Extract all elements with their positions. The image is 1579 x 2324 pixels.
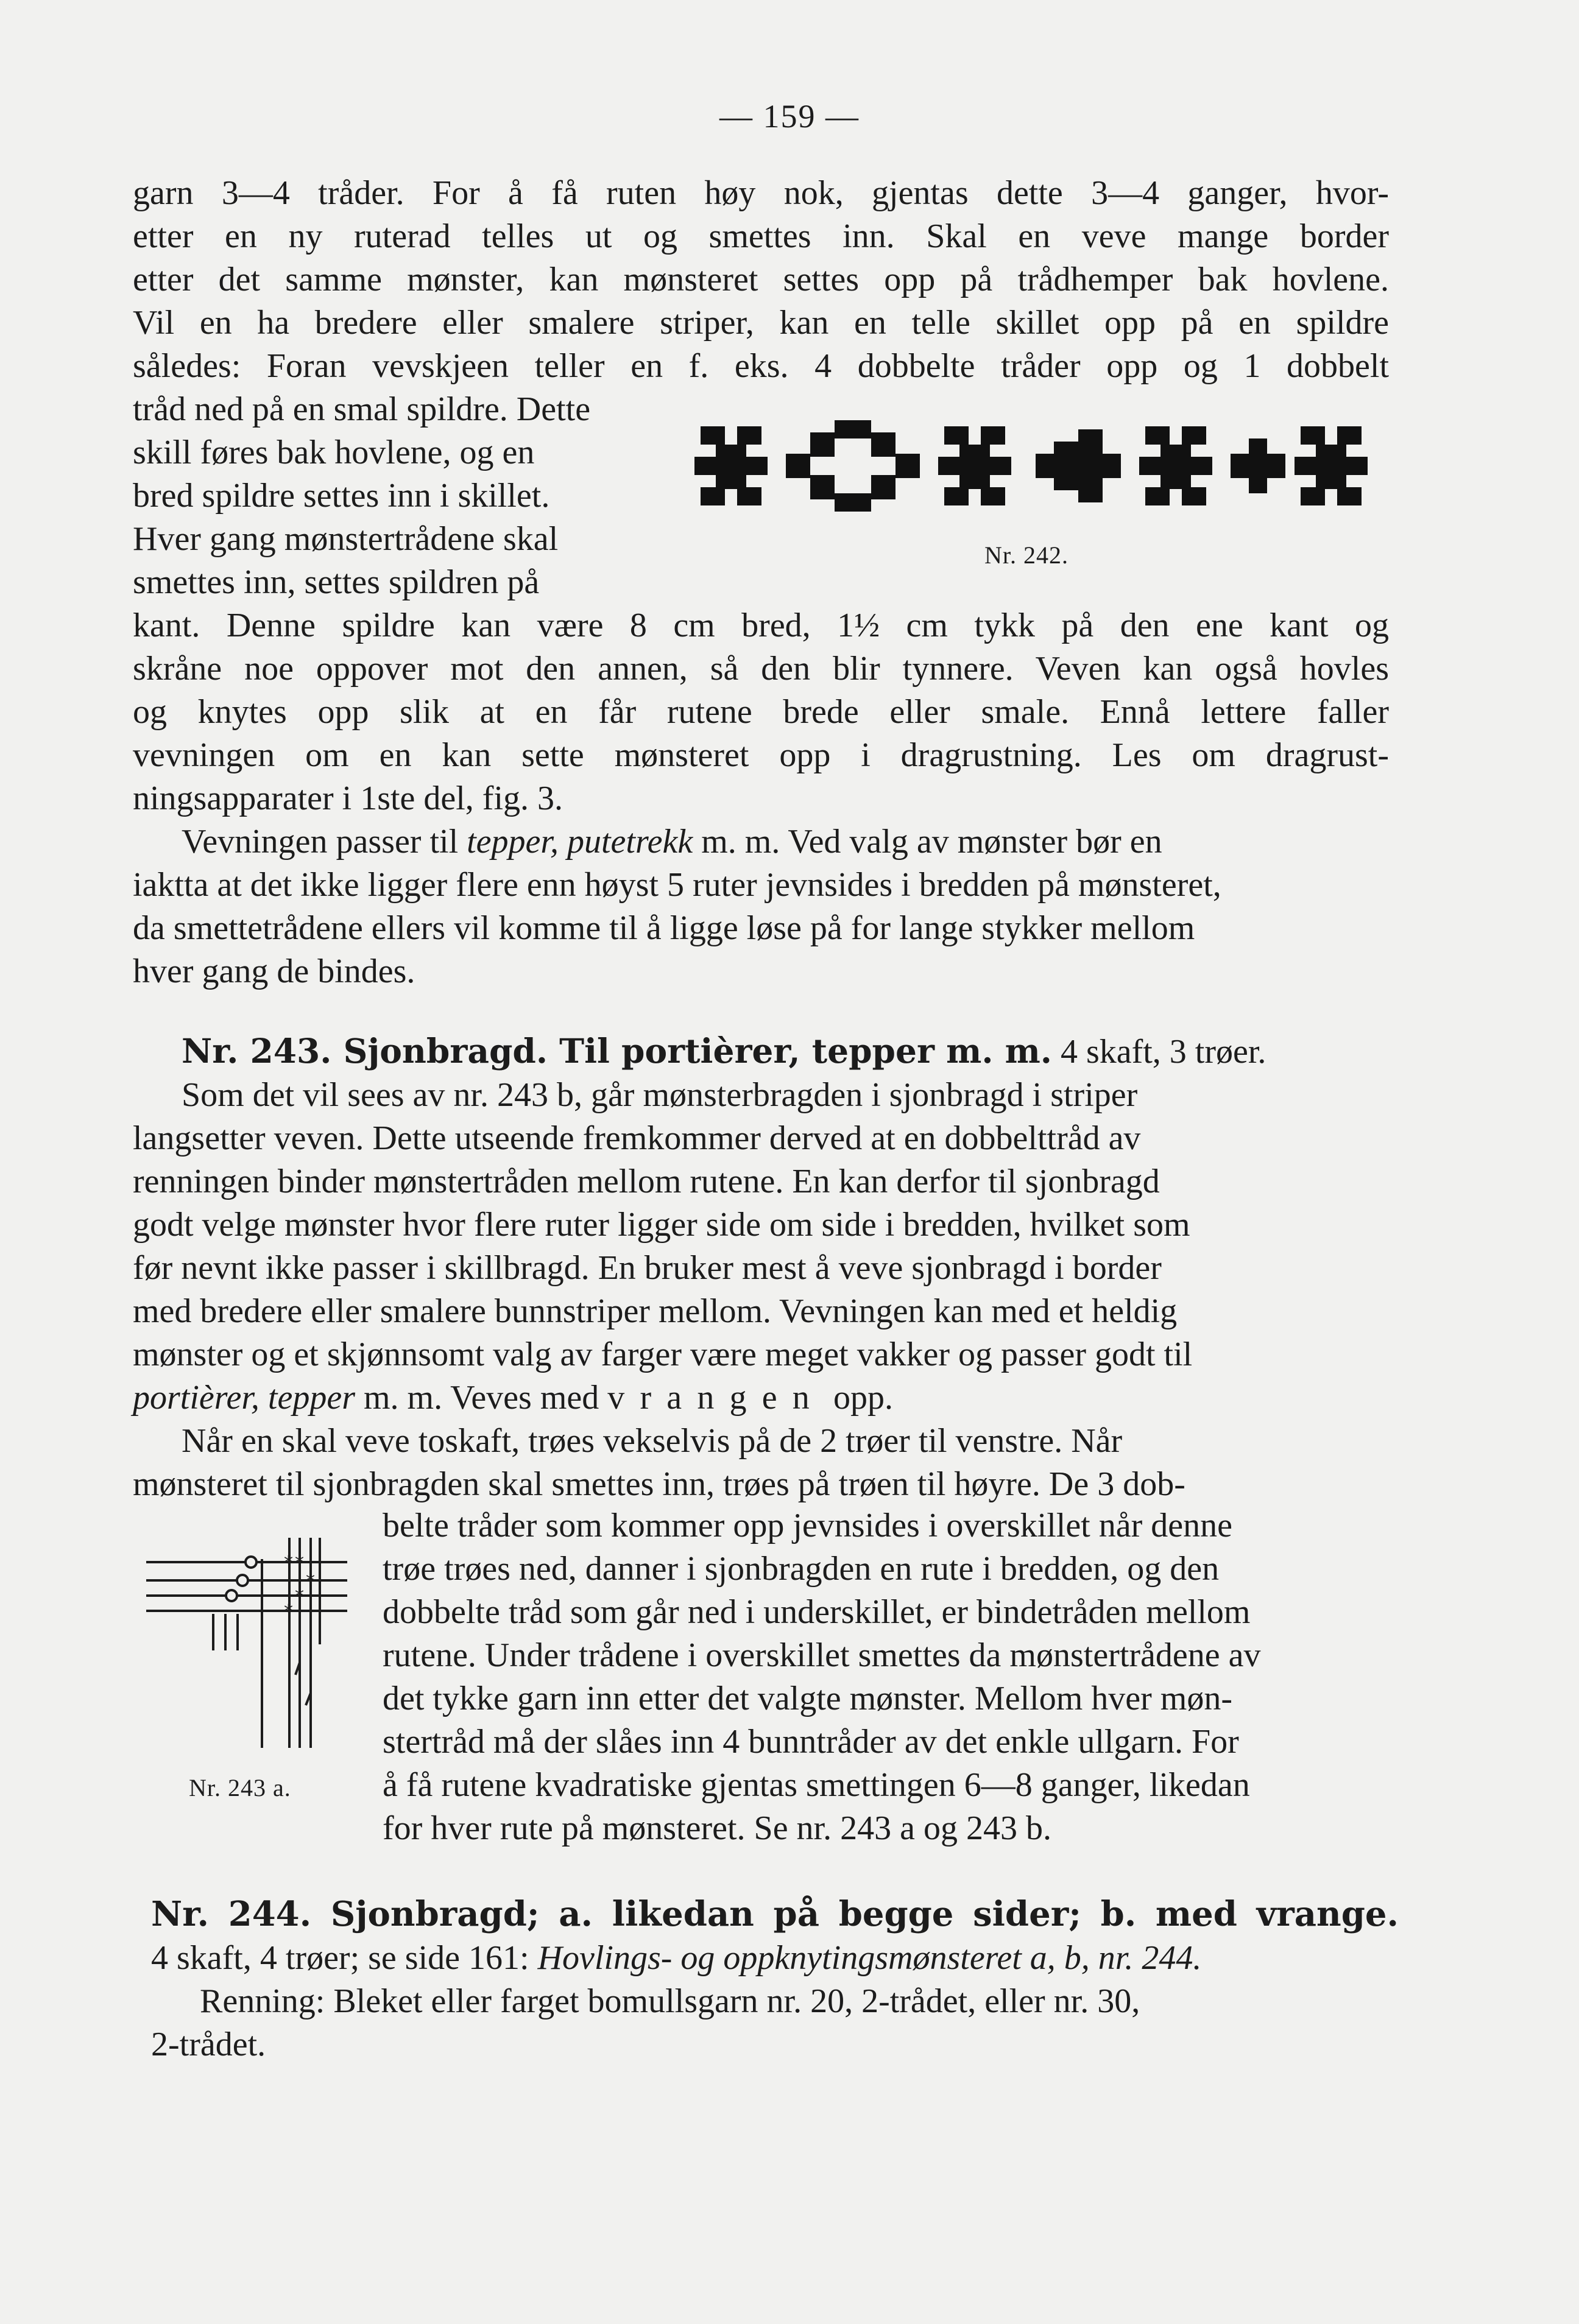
text-line: med bredere eller smalere bunnstriper mellom. Vevningen kan med et heldig bbox=[133, 1292, 1178, 1330]
text-line: ningsapparater i 1ste del, fig. 3. bbox=[133, 780, 563, 817]
figure-242-caption: Nr. 242. bbox=[984, 541, 1069, 569]
svg-text:*: * bbox=[295, 1586, 304, 1607]
section-244-body bbox=[151, 1937, 1399, 2066]
text-line: da smettetrådene ellers vil komme til å ligge løse på for lange stykker mellom bbox=[133, 909, 1195, 947]
paragraph-2 bbox=[133, 820, 1389, 993]
text-line: Som det vil sees av nr. 243 b, går mønsterbragden i sjonbragd i striper bbox=[182, 1076, 1138, 1114]
text-line: dobbelte tråd som går ned i underskillet, er bindetråden mellom bbox=[383, 1593, 1251, 1631]
text-line: langsetter veven. Dette utseende fremkommer derved at en dobbelttråd av bbox=[133, 1119, 1141, 1157]
text-line: belte tråder som kommer opp jevnsides i overskillet når denne bbox=[383, 1507, 1232, 1544]
svg-text:*: * bbox=[295, 1552, 304, 1574]
text-line: Renning: Bleket eller farget bomullsgarn nr. 20, 2-trådet, eller nr. 30, bbox=[200, 1982, 1140, 2020]
text-line: etter det samme mønster, kan mønsteret settes opp på trådhemper bak hovlene. bbox=[133, 261, 1389, 298]
text-line: trøe trøes ned, danner i sjonbragden en rute i bredden, og den bbox=[383, 1550, 1220, 1588]
section-243-right-column bbox=[383, 1504, 1389, 1850]
text-line: 4 skaft, 4 trøer; se side 161: Hovlings- og oppknytingsmønsteret a, b, nr. 244. bbox=[151, 1939, 1202, 1977]
section-244 bbox=[151, 1893, 1399, 1936]
text-line: før nevnt ikke passer i skillbragd. En bruker mest å veve sjonbragd i border bbox=[133, 1249, 1162, 1287]
text-line: hver gang de bindes. bbox=[133, 952, 415, 990]
text-line: således: Foran vevskjeen teller en f. eks. 4 dobbelte tråder opp og 1 dobbelt bbox=[133, 347, 1389, 385]
section-243 bbox=[133, 1029, 1389, 1506]
section-heading-243: Nr. 243. Sjonbragd. Til portièrer, tepper m. m. 4 skaft, 3 trøer. bbox=[182, 1031, 1266, 1071]
text-line: etter en ny ruterad telles ut og smettes inn. Skal en veve mange border bbox=[133, 217, 1389, 255]
text-line: portièrer, tepper m. m. Veves med vrangen opp. bbox=[133, 1379, 894, 1417]
section-heading-244: Nr. 244. Sjonbragd; a. likedan på begge sider; b. med vrange. bbox=[151, 1894, 1399, 1934]
svg-text:*: * bbox=[284, 1552, 293, 1574]
figure-242-pattern bbox=[694, 420, 1371, 512]
svg-text:*: * bbox=[306, 1571, 315, 1592]
text-line: Hver gang mønstertrådene skal bbox=[133, 520, 559, 558]
paragraph-1-cont bbox=[133, 604, 1389, 820]
text-line: stertråd må der slåes inn 4 bunntråder av det enkle ullgarn. For bbox=[383, 1723, 1239, 1761]
page-number: — 159 — bbox=[719, 98, 860, 135]
paragraph-1 bbox=[133, 172, 1389, 388]
text-line: Når en skal veve toskaft, trøes vekselvis på de 2 trøer til venstre. Når bbox=[182, 1422, 1123, 1460]
text-line: godt velge mønster hvor flere ruter ligger side om side i bredden, hvilket som bbox=[133, 1206, 1190, 1244]
text-line: kant. Denne spildre kan være 8 cm bred, 1½ cm tykk på den ene kant og bbox=[133, 607, 1389, 644]
text-line: renningen binder mønstertråden mellom rutene. En kan derfor til sjonbragd bbox=[133, 1163, 1160, 1200]
paragraph-1-narrow bbox=[133, 388, 657, 604]
figure-243a-caption: Nr. 243 a. bbox=[189, 1774, 291, 1801]
text-line: bred spildre settes inn i skillet. bbox=[133, 477, 550, 515]
text-line: skråne noe oppover mot den annen, så den blir tynnere. Veven kan også hovles bbox=[133, 650, 1389, 688]
text-line: Vil en ha bredere eller smalere striper, kan en telle skillet opp på en spildre bbox=[133, 304, 1389, 342]
text-line: iaktta at det ikke ligger flere enn høyst 5 ruter jevnsides i bredden på mønsteret, bbox=[133, 866, 1221, 904]
text-line: og knytes opp slik at en får rutene brede eller smale. Ennå lettere faller bbox=[133, 693, 1389, 731]
svg-text:*: * bbox=[284, 1601, 293, 1622]
text-line: det tykke garn inn etter det valgte mønster. Mellom hver møn- bbox=[383, 1680, 1232, 1717]
text-line: for hver rute på mønsteret. Se nr. 243 a og 243 b. bbox=[383, 1809, 1051, 1847]
text-line: vevningen om en kan sette mønsteret opp i dragrustning. Les om dragrust- bbox=[133, 736, 1389, 774]
text-line: skill føres bak hovlene, og en bbox=[133, 434, 535, 471]
text-line: smettes inn, settes spildren på bbox=[133, 563, 540, 601]
text-line: 2-trådet. bbox=[151, 2026, 266, 2063]
text-line: mønster og et skjønnsomt valg av farger være meget vakker og passer godt til bbox=[133, 1336, 1193, 1373]
text-line: garn 3—4 tråder. For å få ruten høy nok, gjentas dette 3—4 ganger, hvor- bbox=[133, 174, 1389, 212]
text-line: å få rutene kvadratiske gjentas smettingen 6—8 ganger, likedan bbox=[383, 1766, 1250, 1804]
text-line: tråd ned på en smal spildre. Dette bbox=[133, 390, 591, 428]
text-line: rutene. Under trådene i overskillet smettes da mønstertrådene av bbox=[383, 1636, 1261, 1674]
text-line: mønsteret til sjonbragden skal smettes inn, trøes på trøen til høyre. De 3 dob- bbox=[133, 1465, 1185, 1503]
text-line: Vevningen passer til tepper, putetrekk m. m. Ved valg av mønster bør en bbox=[182, 823, 1162, 861]
figure-243a-diagram bbox=[146, 1523, 353, 1760]
